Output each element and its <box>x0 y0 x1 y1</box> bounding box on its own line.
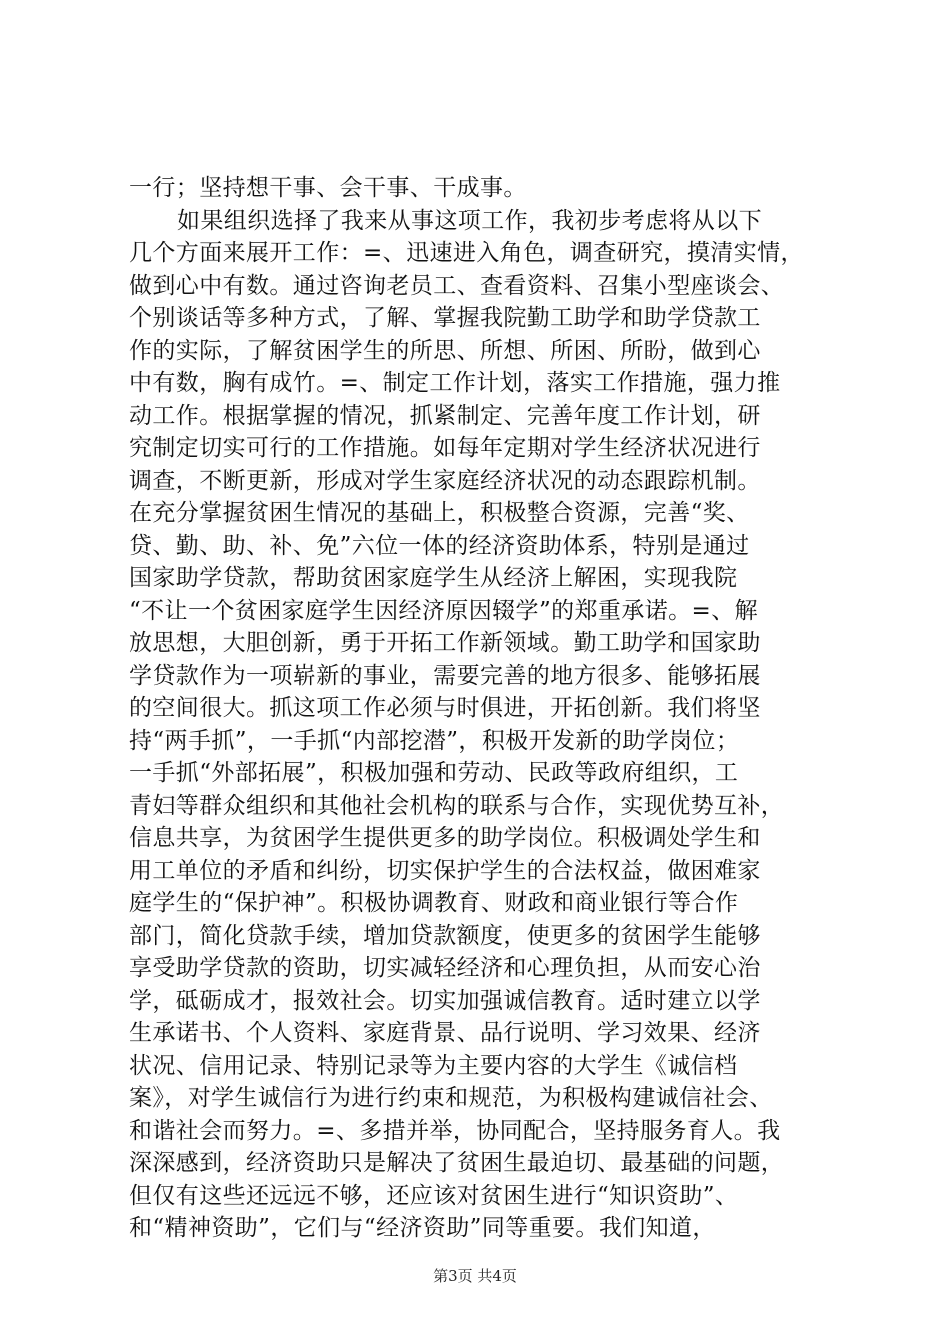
text-line: 用工单位的矛盾和纠纷，切实保护学生的合法权益，做困难家 <box>129 857 761 884</box>
text-line: 但仅有这些还远远不够，还应该对贫困生进行“知识资助”、 <box>129 1182 739 1209</box>
text-line: 作的实际，了解贫困学生的所思、所想、所困、所盼，做到心 <box>129 337 761 364</box>
text-line: 一手抓“外部拓展”，积极加强和劳动、民政等政府组织，工 <box>129 760 739 786</box>
text-line: 个别谈话等多种方式，了解、掌握我院勤工助学和助学贷款工 <box>129 305 761 331</box>
text-line: 学，砥砺成才，报效社会。切实加强诚信教育。适时建立以学 <box>129 987 761 1014</box>
text-line: 生承诺书、个人资料、家庭背景、品行说明、学习效果、经济 <box>129 1020 761 1046</box>
text-line: 调查，不断更新，形成对学生家庭经济状况的动态跟踪机制。 <box>129 467 761 494</box>
text-line: “不让一个贫困家庭学生因经济原因辍学”的郑重承诺。=、解 <box>129 597 758 624</box>
text-line: 部门，简化贷款手续，增加贷款额度，使更多的贫困学生能够 <box>129 922 761 949</box>
text-line: 的空间很大。抓这项工作必须与时俱进，开拓创新。我们将坚 <box>129 695 761 721</box>
text-line: 国家助学贷款，帮助贫困家庭学生从经济上解困，实现我院 <box>129 565 738 591</box>
text-line: 在充分掌握贫困生情况的基础上，积极整合资源，完善“奖、 <box>129 500 750 526</box>
text-line: 做到心中有数。通过咨询老员工、查看资料、召集小型座谈会、 <box>129 272 785 299</box>
body-text <box>129 172 829 1245</box>
text-line: 和谐社会而努力。=、多措并举，协同配合，坚持服务育人。我 <box>129 1117 781 1144</box>
text-line: 信息共享，为贫困学生提供更多的助学岗位。积极调处学生和 <box>129 825 761 851</box>
text-line: 和“精神资助”，它们与“经济资助”同等重要。我们知道， <box>129 1215 716 1241</box>
text-line: 贷、勤、助、补、免”六位一体的经济资助体系，特别是通过 <box>129 532 750 559</box>
text-line: 动工作。根据掌握的情况，抓紧制定、完善年度工作计划，研 <box>129 402 761 429</box>
text-line: 如果组织选择了我来从事这项工作，我初步考虑将从以下 <box>177 207 762 234</box>
text-line: 中有数，胸有成竹。=、制定工作计划，落实工作措施，强力推 <box>129 370 781 396</box>
page-number-label: 第3页 共4页 <box>433 1267 517 1285</box>
page-footer <box>0 1265 950 1286</box>
text-line: 究制定切实可行的工作措施。如每年定期对学生经济状况进行 <box>129 435 761 461</box>
text-line: 一行；坚持想干事、会干事、干成事。 <box>129 175 527 201</box>
text-line: 庭学生的“保护神”。积极协调教育、财政和商业银行等合作 <box>129 890 739 916</box>
text-line: 状况、信用记录、特别记录等为主要内容的大学生《诚信档 <box>129 1052 738 1079</box>
text-line: 放思想，大胆创新，勇于开拓工作新领域。勤工助学和国家助 <box>129 630 761 656</box>
text-line: 几个方面来展开工作：=、迅速进入角色，调查研究，摸清实情， <box>129 240 804 266</box>
text-line: 深深感到，经济资助只是解决了贫困生最迫切、最基础的问题， <box>129 1150 785 1176</box>
text-line: 青妇等群众组织和其他社会机构的联系与合作，实现优势互补， <box>129 792 785 819</box>
text-line: 享受助学贷款的资助，切实减轻经济和心理负担，从而安心治 <box>129 955 761 981</box>
text-line: 案》，对学生诚信行为进行约束和规范，为积极构建诚信社会、 <box>129 1085 773 1111</box>
text-line: 学贷款作为一项崭新的事业，需要完善的地方很多、能够拓展 <box>129 662 761 689</box>
text-line: 持“两手抓”，一手抓“内部挖潜”，积极开发新的助学岗位； <box>129 727 740 754</box>
